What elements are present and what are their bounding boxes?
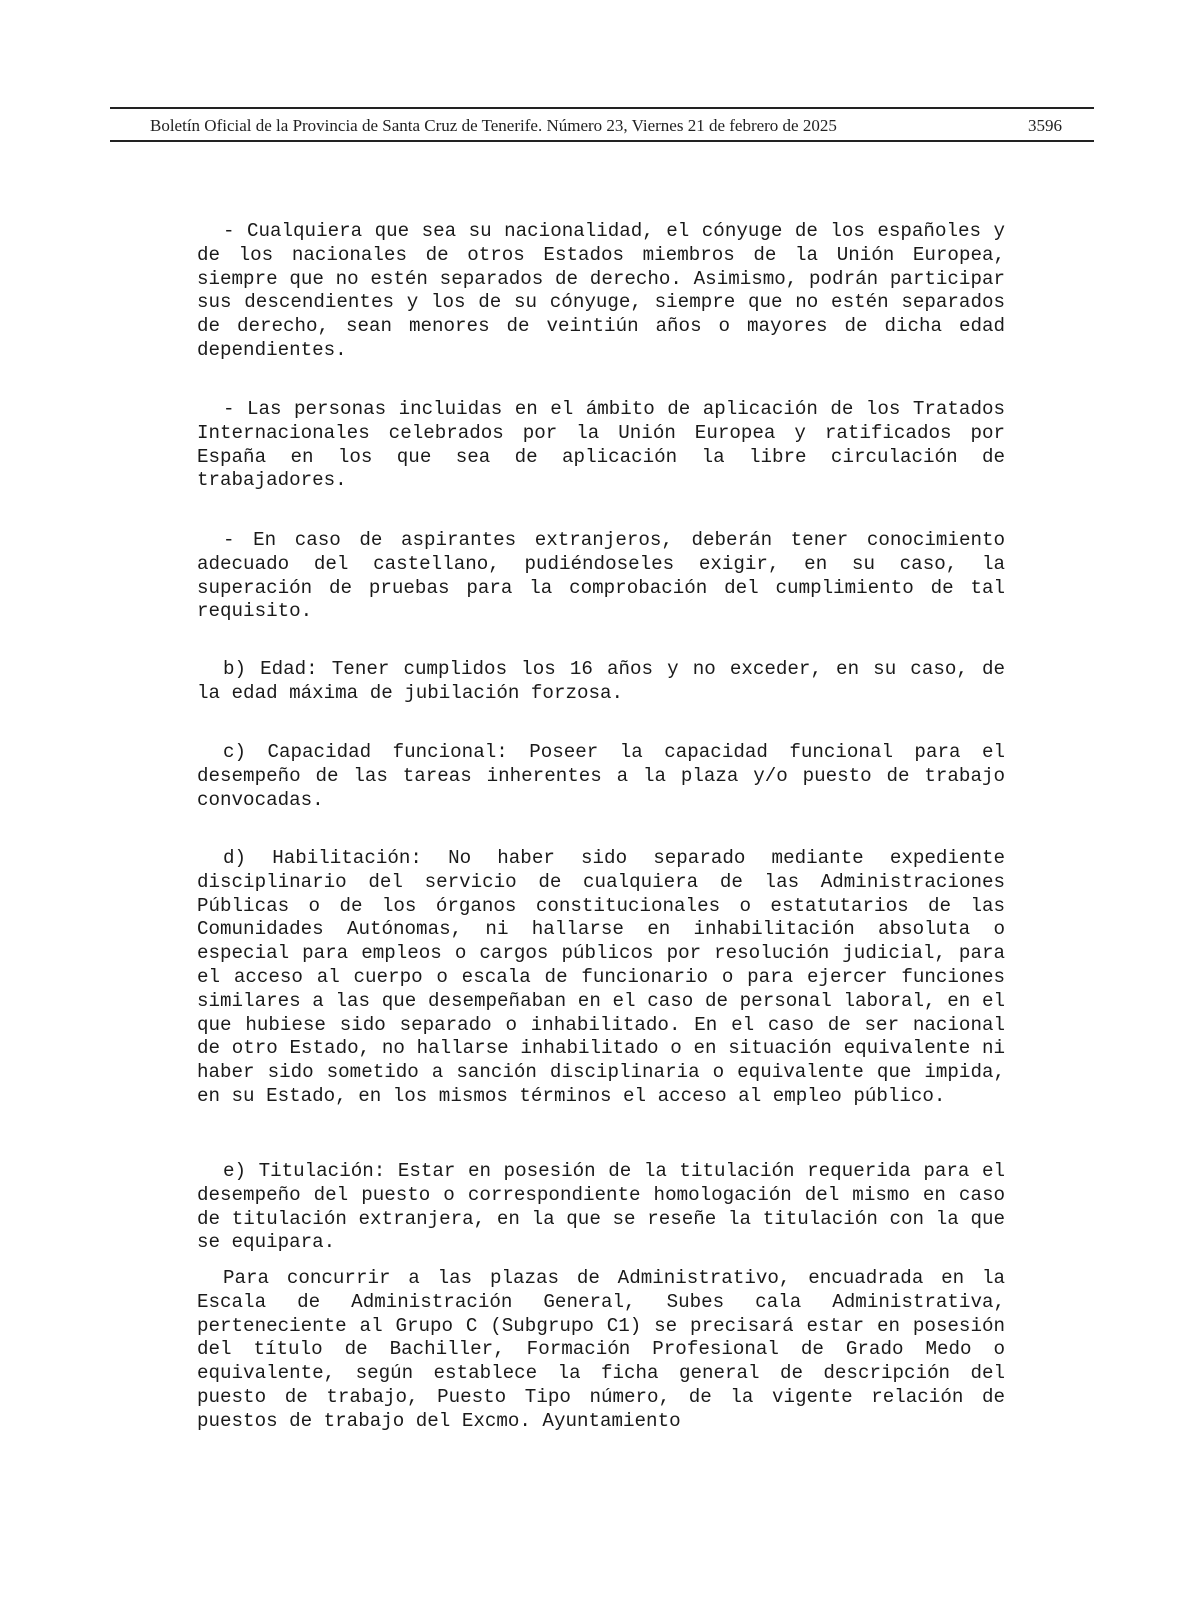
paragraph-administrative-posts: Para concurrir a las plazas de Administrativo, encuadrada en la Escala de Administración General, Subes cala Administrativa, perteneciente al Grupo C (Subgrupo C1) se precisará estar en posesión del título de Bachiller, Formación Profesional de Grado Medo o equivalente, según establece la ficha general de descripción del puesto de trabajo, Puesto Tipo número, de la vigente relación de puestos de trabajo del Excmo. Ayuntamiento [197, 1267, 1005, 1432]
page-number: 3596 [1028, 116, 1062, 135]
paragraph-spouse-eligibility: - Cualquiera que sea su nacionalidad, el cónyuge de los españoles y de los nacionales de otros Estados miembros de la Unión Europea, siempre que no estén separados de derecho. Asimismo, podrán participar sus descendientes y los de su cónyuge, siempre que no estén separados de derecho, sean menores de veintiún años o mayores de dicha edad dependientes. [197, 220, 1005, 361]
paragraph-qualification-status: d) Habilitación: No haber sido separado mediante expediente disciplinario del servicio de cualquiera de las Administraciones Públicas o de los órganos constitucionales o estatutarios de las Comunidades Autónomas, ni hallarse en inhabilitación absoluta o especial para empleos o cargos públicos por resolución judicial, para el acceso al cuerpo o escala de funcionario o para ejercer funciones similares a las que desempeñaban en el caso de personal laboral, en el que hubiese sido separado o inhabilitado. En el caso de ser nacional de otro Estado, no hallarse inhabilitado o en situación equivalente ni haber sido sometido a sanción disciplinaria o equivalente que impida, en su Estado, en los mismos términos el acceso al empleo público. [197, 847, 1005, 1107]
paragraph-functional-capacity: c) Capacidad funcional: Poseer la capacidad funcional para el desempeño de las tareas inherentes a la plaza y/o puesto de trabajo convocadas. [197, 741, 1005, 811]
paragraph-international-treaties: - Las personas incluidas en el ámbito de aplicación de los Tratados Internacionales celebrados por la Unión Europea y ratificados por España en los que sea de aplicación la libre circulación de trabajadores. [197, 398, 1005, 492]
paragraph-age: b) Edad: Tener cumplidos los 16 años y no exceder, en su caso, de la edad máxima de jubilación forzosa. [197, 658, 1005, 704]
paragraph-degree: e) Titulación: Estar en posesión de la titulación requerida para el desempeño del puesto o correspondiente homologación del mismo en caso de titulación extranjera, en la que se reseñe la titulación con la que se equipara. [197, 1160, 1005, 1254]
paragraph-foreign-applicants: - En caso de aspirantes extranjeros, deberán tener conocimiento adecuado del castellano, pudiéndoseles exigir, en su caso, la superación de pruebas para la comprobación del cumplimiento de tal requisito. [197, 529, 1005, 623]
header-title: Boletín Oficial de la Provincia de Santa Cruz de Tenerife. Número 23, Viernes 21 de febrero de 2025 [150, 116, 837, 135]
page-header [110, 107, 1094, 142]
